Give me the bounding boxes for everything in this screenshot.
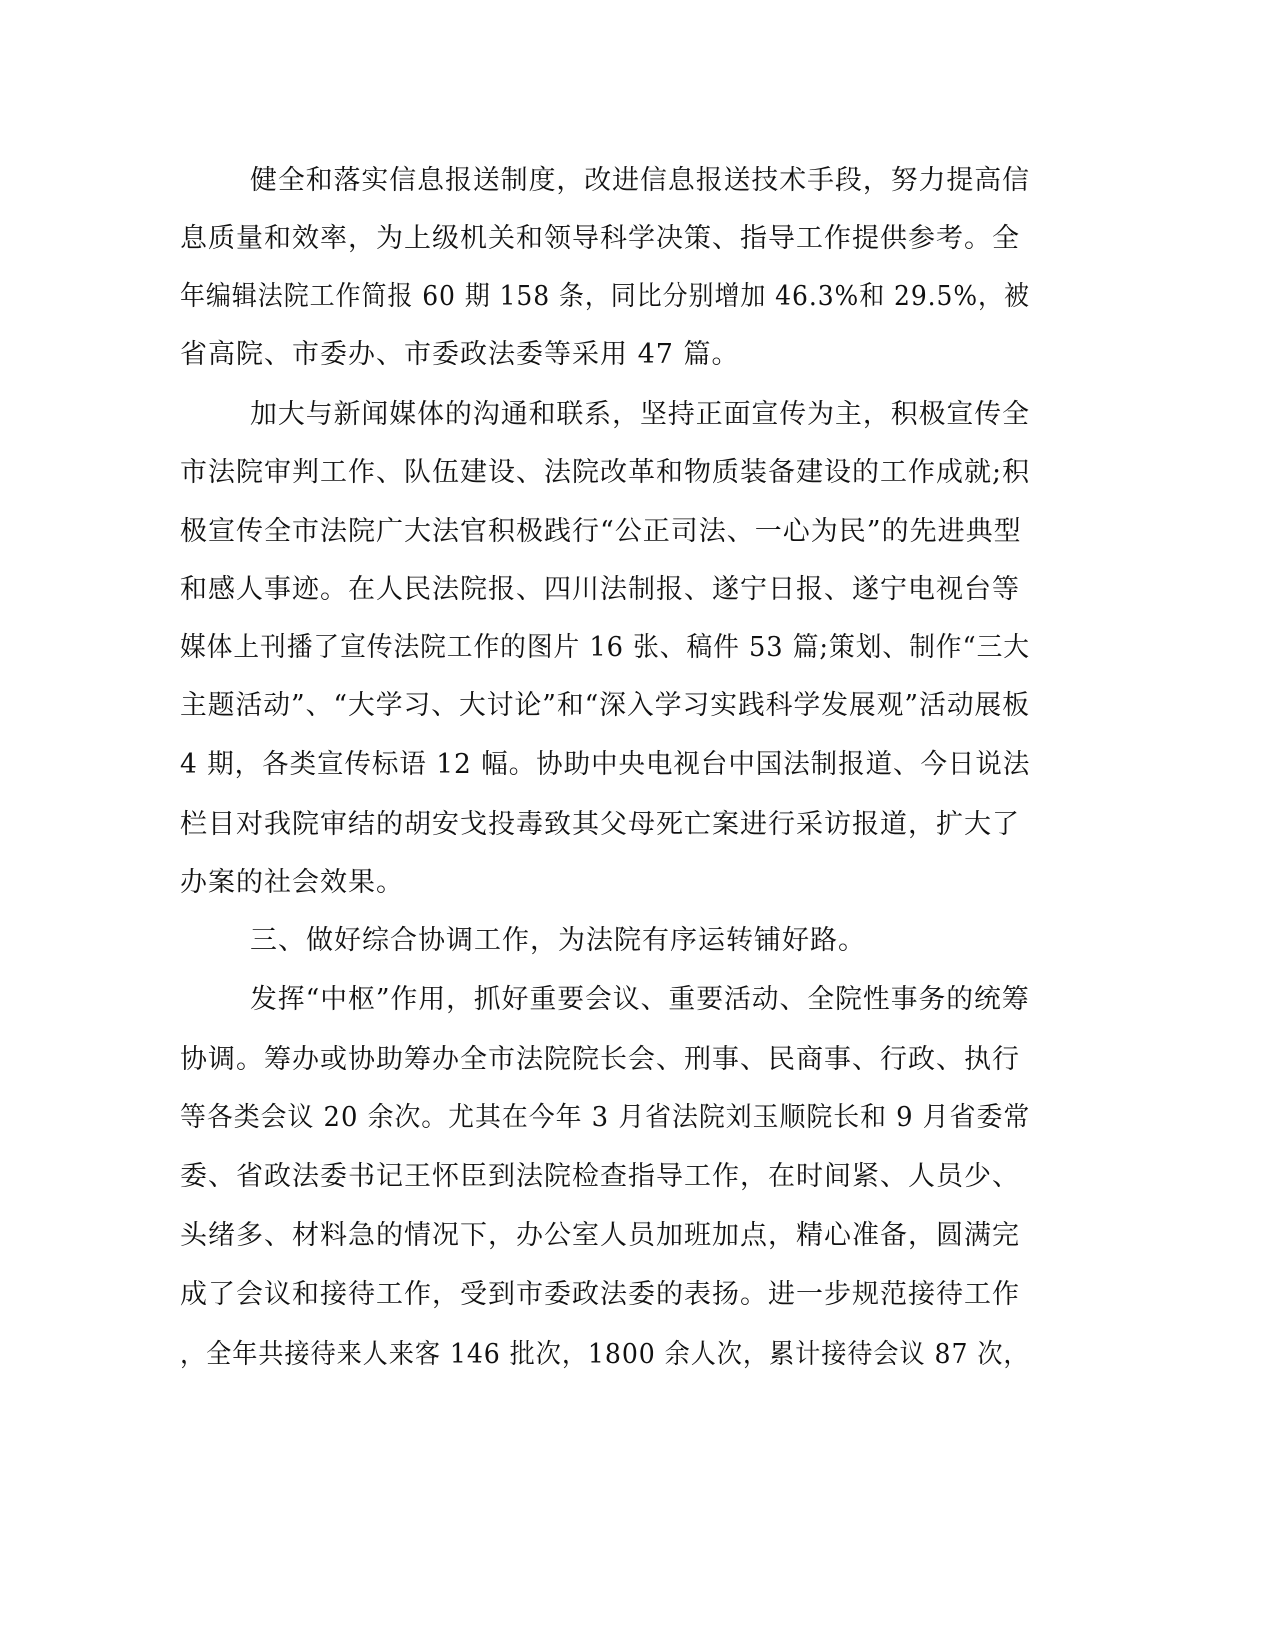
text-line	[0, 1325, 1275, 1385]
line-text: 成了会议和接待工作，受到市委政法委的表扬。进一步规范接待工作	[180, 1279, 1020, 1310]
line-text: 协调。筹办或协助筹办全市法院院长会、刑事、民商事、行政、执行	[180, 1044, 1020, 1075]
text-line	[0, 209, 1275, 269]
line-text: 发挥“中枢”作用，抓好重要会议、重要活动、全院性事务的统筹	[250, 984, 1030, 1015]
line-text: 极宣传全市法院广大法官积极践行“公正司法、一心为民”的先进典型	[180, 516, 1022, 547]
text-line	[0, 1088, 1275, 1148]
text-line	[0, 1265, 1275, 1325]
text-line	[0, 325, 1275, 385]
text-line	[0, 560, 1275, 620]
line-text: 和感人事迹。在人民法院报、四川法制报、遂宁日报、遂宁电视台等	[180, 574, 1020, 605]
text-line	[0, 151, 1275, 211]
text-line	[0, 1030, 1275, 1090]
text-line	[0, 676, 1275, 736]
section-heading	[0, 911, 1275, 971]
text-line	[0, 443, 1275, 503]
line-text: 健全和落实信息报送制度，改进信息报送技术手段，努力提高信	[250, 165, 1031, 196]
text-line	[0, 618, 1275, 678]
line-text: 媒体上刊播了宣传法院工作的图片 16 张、稿件 53 篇;策划、制作“三大	[180, 632, 1030, 663]
line-text: 主题活动”、“大学习、大讨论”和“深入学习实践科学发展观”活动展板	[180, 690, 1031, 721]
text-line	[0, 502, 1275, 562]
text-line	[0, 267, 1275, 327]
line-text: 年编辑法院工作简报 60 期 158 条，同比分别增加 46.3%和 29.5%，被	[180, 281, 1030, 312]
line-text: 头绪多、材料急的情况下，办公室人员加班加点，精心准备，圆满完	[180, 1220, 1020, 1251]
text-line	[0, 853, 1275, 913]
text-line	[0, 795, 1275, 855]
line-text: 息质量和效率，为上级机关和领导科学决策、指导工作提供参考。全	[180, 223, 1020, 254]
text-line	[0, 1147, 1275, 1207]
line-text: 委、省政法委书记王怀臣到法院检查指导工作，在时间紧、人员少、	[180, 1161, 1020, 1192]
line-text: 加大与新闻媒体的沟通和联系，坚持正面宣传为主，积极宣传全	[250, 399, 1031, 430]
text-line	[0, 970, 1275, 1030]
line-text: 4 期，各类宣传标语 12 幅。协助中央电视台中国法制报道、今日说法	[180, 749, 1031, 780]
line-text: 栏目对我院审结的胡安戈投毒致其父母死亡案进行采访报道，扩大了	[180, 809, 1020, 840]
line-text: ，全年共接待来人来客 146 批次，1800 余人次，累计接待会议 87 次，	[180, 1339, 1030, 1370]
text-line	[0, 1206, 1275, 1266]
line-text: 办案的社会效果。	[180, 867, 404, 898]
line-text: 市法院审判工作、队伍建设、法院改革和物质装备建设的工作成就;积	[180, 457, 1031, 488]
line-text: 等各类会议 20 余次。尤其在今年 3 月省法院刘玉顺院长和 9 月省委常	[180, 1102, 1031, 1133]
line-text: 省高院、市委办、市委政法委等采用 47 篇。	[180, 339, 740, 370]
text-line	[0, 735, 1275, 795]
text-line	[0, 385, 1275, 445]
section-heading-text: 三、做好综合协调工作，为法院有序运转铺好路。	[250, 925, 866, 956]
